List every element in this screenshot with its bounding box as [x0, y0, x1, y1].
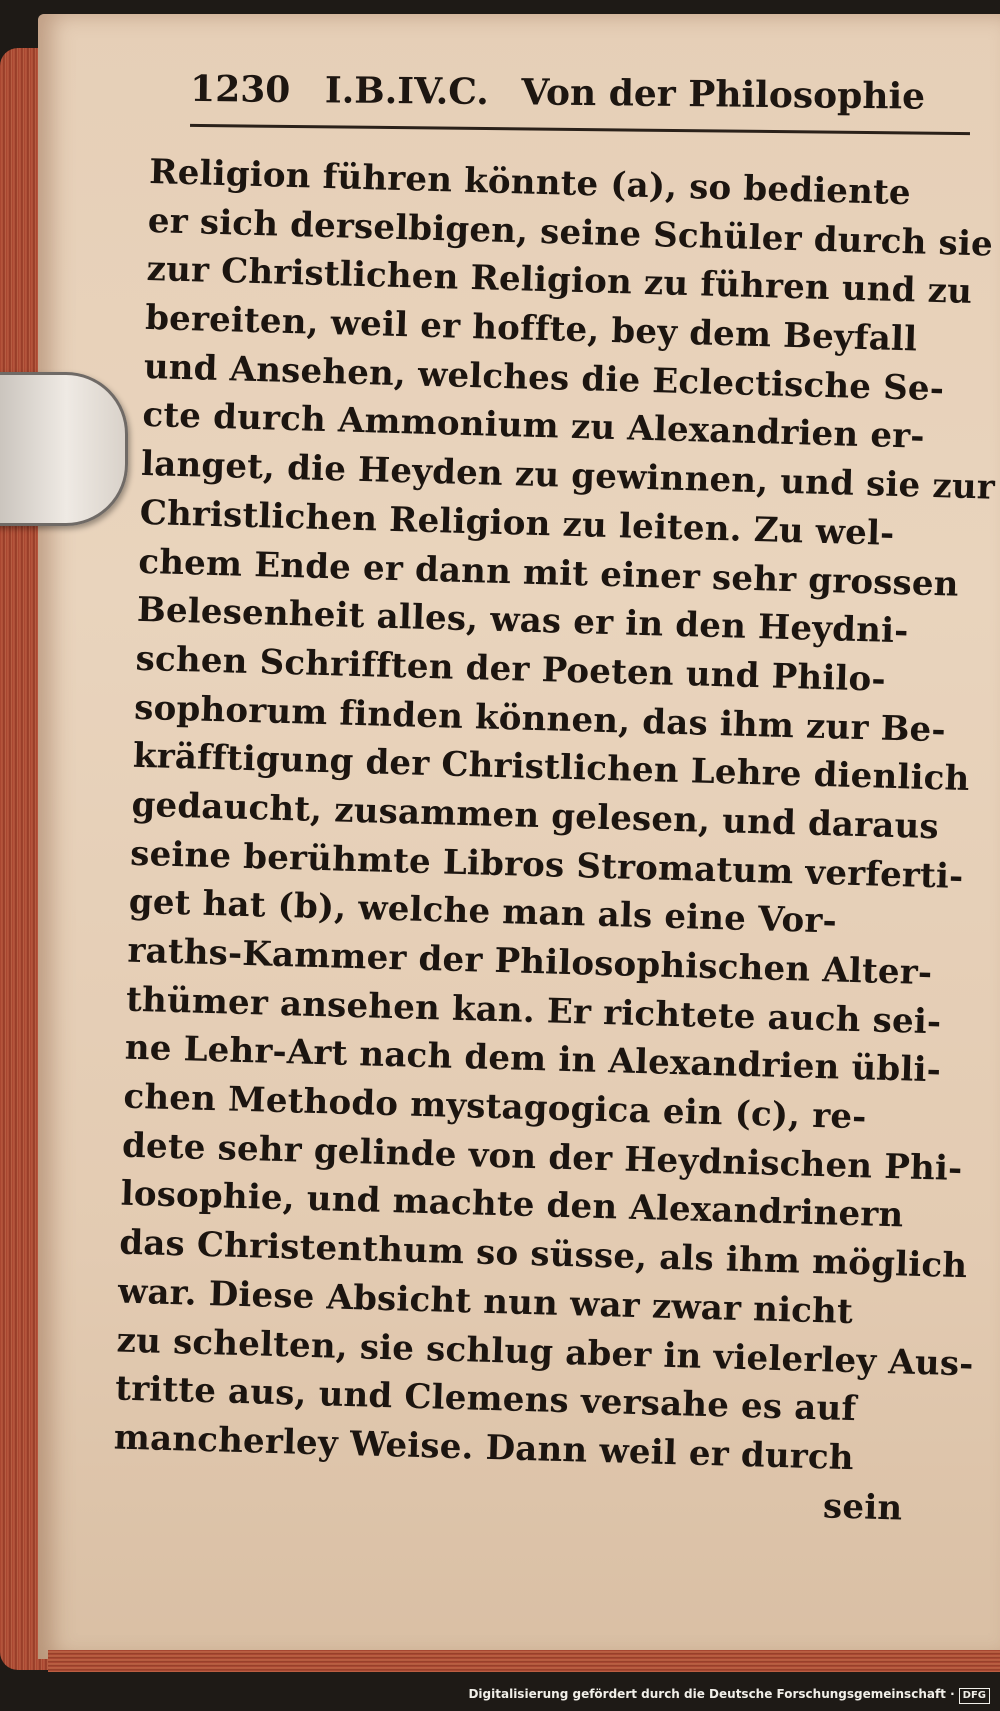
text-line: thümer ansehen kan. Er richtete auch sei-	[125, 979, 942, 1043]
running-title: Von der Philosophie	[521, 71, 926, 118]
page-number: 1230	[189, 67, 291, 111]
text-line: tritte aus, und Clemens versahe es auf	[114, 1368, 857, 1430]
text-line: sophorum finden können, das ihm zur Be-	[133, 687, 947, 750]
text-line: schen Schrifften der Poeten und Philo-	[135, 638, 887, 700]
catchword: sein	[822, 1485, 903, 1529]
digitization-credit	[468, 1683, 990, 1705]
page-clip	[0, 372, 128, 526]
text-line: war. Diese Absicht nun war zwar nicht	[117, 1271, 854, 1332]
text-line: get hat (b), welche man als eine Vor-	[128, 882, 838, 942]
text-line: chen Methodo mystagogica ein (c), re-	[122, 1076, 868, 1138]
text-line: Belesenheit alles, was er in den Heydni-	[136, 590, 910, 652]
dfg-logo: DFG	[959, 1688, 990, 1704]
text-line: raths-Kammer der Philosophischen Alter-	[127, 930, 933, 994]
text-line: ne Lehr-Art nach dem in Alexandrien übli-	[124, 1028, 942, 1091]
text-line: zu schelten, sie schlug aber in vielerley Aus-	[116, 1320, 975, 1384]
page-bottom-edge	[48, 1650, 1000, 1672]
text-line: losophie, und machte den Alexandrinern	[120, 1174, 904, 1236]
text-line: Christlichen Religion zu leiten. Zu wel-	[139, 492, 895, 554]
text-line: Religion führen könnte (a), so bediente	[148, 151, 912, 214]
text-line: mancherley Weise. Dann weil er durch	[113, 1417, 855, 1479]
text-line: das Christenthum so süsse, als ihm möglich	[118, 1222, 968, 1287]
text-line: kräfftigung der Christlichen Lehre dienlich	[132, 736, 971, 800]
text-line: bereiten, weil er hoffte, bey dem Beyfall	[144, 298, 918, 360]
text-line: dete sehr gelinde von der Heydnischen Phi-	[121, 1125, 963, 1189]
text-line: gedaucht, zusammen gelesen, und daraus	[131, 784, 940, 848]
credit-text: Digitalisierung gefördert durch die Deutsche Forschungsgemeinschaft ·	[468, 1687, 955, 1701]
text-line: chem Ende er dann mit einer sehr grossen	[137, 541, 960, 605]
text-line: langet, die Heyden zu gewinnen, und sie zur	[140, 444, 996, 508]
text-line: er sich derselbigen, seine Schüler durch sie	[147, 200, 994, 265]
text-line: zur Christlichen Religion zu führen und zu	[146, 249, 973, 313]
text-line: und Ansehen, welches die Eclectische Se-	[143, 346, 945, 410]
section-reference: I.B.IV.C.	[324, 69, 490, 114]
text-line: cte durch Ammonium zu Alexandrien er-	[141, 395, 926, 458]
running-head	[190, 68, 971, 146]
body-text	[111, 148, 996, 1570]
text-line: seine berühmte Libros Stromatum verferti-	[129, 833, 964, 897]
